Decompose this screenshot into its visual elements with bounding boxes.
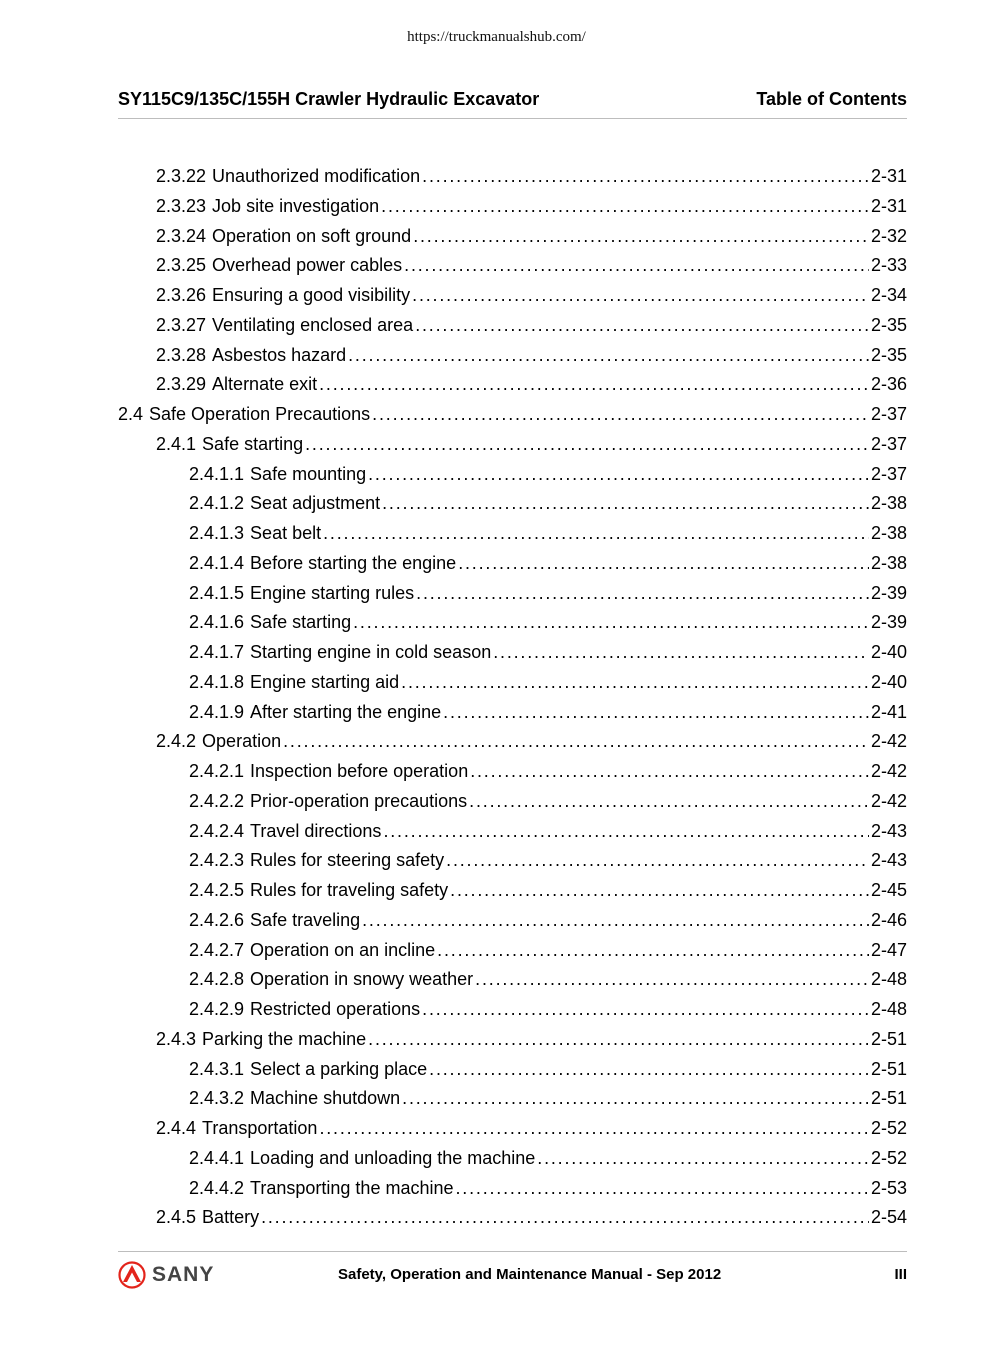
toc-entry[interactable] [118,162,907,192]
toc-entry-page: 2-40 [870,671,907,692]
toc-entry-page: 2-39 [870,582,907,603]
toc-entry-heading [118,400,370,430]
manual-title: Safety, Operation and Maintenance Manual - Sep 2012 [338,1266,722,1283]
toc-entry-page: 2-35 [870,314,907,335]
toc-entry-number: 2.4.1 [156,433,197,454]
toc-dot-leader [443,698,869,728]
toc-entry-page: 2-37 [870,404,907,424]
toc-entry-title: Operation on soft ground [212,225,412,246]
toc-dot-leader [493,638,869,668]
toc-entry-page: 2-43 [870,820,907,841]
toc-entry[interactable] [118,936,907,966]
toc-entry-number: 2.3.26 [156,285,207,305]
toc-entry-title: Ensuring a good visibility [212,285,411,305]
toc-entry[interactable] [118,549,907,579]
logo-wordmark: SANY [152,1263,215,1286]
toc-entry[interactable] [118,251,907,281]
toc-entry-number: 2.4.1.4 [189,552,245,573]
toc-entry[interactable] [118,965,907,995]
toc-entry-heading [189,817,381,847]
toc-entry-heading [156,311,413,341]
toc-entry-heading [189,668,399,698]
toc-entry[interactable] [118,757,907,787]
toc-entry-page: 2-53 [870,1177,907,1198]
toc-entry-heading [189,995,420,1025]
toc-entry[interactable] [118,281,907,311]
toc-dot-leader [415,311,869,341]
toc-entry-title: Operation on an incline [250,939,436,960]
toc-entry-heading [189,757,468,787]
toc-entry-heading [189,876,448,906]
toc-entry-page: 2-31 [870,166,907,186]
toc-entry[interactable] [118,341,907,371]
toc-entry-number: 2.4.3.1 [189,1058,245,1079]
toc-entry-page: 2-48 [870,999,907,1019]
toc-entry-heading [156,1203,259,1233]
toc-entry[interactable] [118,1055,907,1085]
toc-entry-title: Before starting the engine [250,552,457,573]
toc-dot-leader [422,995,869,1025]
toc-dot-leader [437,936,869,966]
toc-entry-page: 2-51 [870,1088,907,1109]
toc-entry-page: 2-35 [870,344,907,365]
toc-dot-leader [404,251,869,281]
toc-entry-title: Battery [202,1207,260,1228]
toc-entry-number: 2.4.1.9 [189,701,245,722]
toc-entry-title: Operation [202,731,282,752]
toc-entry-title: Prior-operation precautions [250,790,468,811]
toc-entry-heading [156,1114,317,1144]
toc-entry-number: 2.4.2 [156,731,197,752]
toc-entry[interactable] [118,608,907,638]
toc-entry-page: 2-42 [870,790,907,811]
toc-entry-number: 2.4.1.7 [189,642,245,662]
toc-dot-leader [362,906,869,936]
toc-entry-page: 2-51 [870,1028,907,1049]
toc-entry-heading [189,638,491,668]
toc-entry-title: Safe Operation Precautions [149,404,371,424]
table-of-contents [118,162,907,1233]
toc-entry[interactable] [118,1144,907,1174]
toc-entry-page: 2-38 [870,523,907,543]
toc-dot-leader [382,489,869,519]
toc-entry-number: 2.3.22 [156,166,207,186]
toc-entry-heading [156,281,410,311]
toc-entry-heading [189,1144,535,1174]
toc-dot-leader [319,370,869,400]
toc-entry[interactable] [118,638,907,668]
toc-entry-title: Safe traveling [250,909,361,930]
toc-entry-number: 2.4.4.1 [189,1147,245,1168]
toc-entry[interactable] [118,1174,907,1204]
toc-entry-title: After starting the engine [250,701,442,722]
toc-entry-page: 2-52 [870,1118,907,1138]
toc-entry[interactable] [118,995,907,1025]
toc-entry-number: 2.4.1.5 [189,582,245,603]
toc-dot-leader [383,817,869,847]
toc-entry-heading [156,727,281,757]
toc-entry-page: 2-36 [870,374,907,395]
toc-entry-page: 2-31 [870,195,907,216]
toc-entry-title: Travel directions [250,820,382,841]
toc-entry-number: 2.4.4.2 [189,1177,245,1198]
toc-entry-page: 2-46 [870,909,907,930]
toc-dot-leader [261,1203,869,1233]
toc-entry-number: 2.4.2.6 [189,909,245,930]
toc-entry[interactable] [118,489,907,519]
toc-dot-leader [319,1114,869,1144]
toc-entry-title: Safe starting [250,612,352,633]
toc-entry-title: Rules for traveling safety [250,880,449,900]
toc-entry[interactable] [118,817,907,847]
toc-entry-page: 2-41 [870,701,907,722]
toc-entry-heading [189,965,473,995]
sany-logo-icon [118,1261,146,1289]
toc-dot-leader [353,608,869,638]
toc-dot-leader [416,579,869,609]
toc-entry[interactable] [118,876,907,906]
toc-entry-number: 2.4.1.6 [189,612,245,633]
toc-dot-leader [323,519,869,549]
toc-entry-heading [189,549,456,579]
toc-entry[interactable] [118,519,907,549]
toc-entry-title: Seat belt [250,523,322,543]
toc-dot-leader [412,281,869,311]
toc-entry-title: Safe mounting [250,463,367,484]
toc-dot-leader [283,727,869,757]
toc-entry-title: Operation in snowy weather [250,969,474,990]
toc-entry-page: 2-45 [870,880,907,900]
toc-entry-heading [156,1025,366,1055]
toc-entry-number: 2.4.1.3 [189,523,245,543]
toc-entry-title: Transporting the machine [250,1177,454,1198]
toc-entry[interactable] [118,727,907,757]
toc-dot-leader [305,430,869,460]
toc-entry-page: 2-37 [870,433,907,454]
toc-entry-title: Seat adjustment [250,493,381,514]
toc-entry-number: 2.3.24 [156,225,207,246]
toc-entry-page: 2-43 [870,850,907,871]
toc-entry-title: Engine starting rules [250,582,415,603]
toc-entry-page: 2-39 [870,612,907,633]
toc-entry-title: Job site investigation [212,195,380,216]
toc-entry[interactable] [118,698,907,728]
toc-entry-number: 2.4.2.8 [189,969,245,990]
toc-entry-number: 2.4.3.2 [189,1088,245,1109]
toc-dot-leader [413,222,869,252]
toc-dot-leader [402,1084,869,1114]
toc-entry[interactable] [118,222,907,252]
toc-entry-number: 2.4.4 [156,1118,197,1138]
toc-entry-title: Loading and unloading the machine [250,1147,536,1168]
toc-dot-leader [381,192,869,222]
toc-entry-title: Parking the machine [202,1028,367,1049]
toc-entry-page: 2-54 [870,1207,907,1228]
toc-entry[interactable] [118,400,907,430]
toc-entry[interactable] [118,311,907,341]
toc-entry[interactable] [118,1203,907,1233]
toc-entry-title: Overhead power cables [212,255,403,276]
toc-entry-title: Asbestos hazard [212,344,347,365]
toc-entry-page: 2-33 [870,255,907,276]
toc-dot-leader [372,400,869,430]
section-title: Table of Contents [756,89,907,109]
toc-entry-heading [189,846,444,876]
toc-dot-leader [456,1174,869,1204]
toc-entry-number: 2.4.1.8 [189,671,245,692]
toc-entry-page: 2-40 [870,642,907,662]
toc-entry-page: 2-48 [870,969,907,990]
toc-entry-title: Ventilating enclosed area [212,314,414,335]
toc-entry-number: 2.3.23 [156,195,207,216]
toc-entry-page: 2-38 [870,493,907,514]
toc-dot-leader [470,757,869,787]
toc-entry-title: Unauthorized modification [212,166,421,186]
toc-entry-heading [156,251,402,281]
source-url: https://truckmanualshub.com/ [407,29,586,45]
toc-entry-heading [189,1055,427,1085]
toc-entry-page: 2-51 [870,1058,907,1079]
header-divider [118,118,907,119]
toc-entry-number: 2.4.2.4 [189,820,245,841]
toc-entry-number: 2.4.5 [156,1207,197,1228]
toc-entry[interactable] [118,192,907,222]
toc-entry[interactable] [118,370,907,400]
toc-entry-heading [156,370,317,400]
toc-entry-number: 2.4.2.3 [189,850,245,871]
toc-dot-leader [450,876,869,906]
toc-entry-number: 2.4.2.1 [189,761,245,781]
toc-entry-title: Alternate exit [212,374,318,395]
toc-entry-heading [156,430,303,460]
toc-entry-heading [189,787,467,817]
toc-dot-leader [537,1144,869,1174]
toc-dot-leader [446,846,869,876]
toc-entry-number: 2.4.2.7 [189,939,245,960]
toc-entry-title: Machine shutdown [250,1088,401,1109]
toc-dot-leader [368,460,869,490]
toc-entry[interactable] [118,1084,907,1114]
toc-entry-title: Inspection before operation [250,761,469,781]
toc-entry-number: 2.4 [118,404,144,424]
toc-entry-heading [189,936,435,966]
toc-entry-page: 2-37 [870,463,907,484]
toc-entry-heading [156,222,411,252]
toc-entry-page: 2-47 [870,939,907,960]
toc-entry-title: Restricted operations [250,999,421,1019]
toc-entry-number: 2.4.1.2 [189,493,245,514]
toc-entry-title: Safe starting [202,433,304,454]
toc-entry-heading [189,579,414,609]
toc-entry-page: 2-42 [870,731,907,752]
toc-dot-leader [475,965,869,995]
toc-entry-heading [189,519,321,549]
toc-entry[interactable] [118,846,907,876]
toc-entry-number: 2.3.27 [156,314,207,335]
toc-entry-heading [189,906,360,936]
toc-entry-heading [156,341,346,371]
toc-entry-number: 2.4.2.5 [189,880,245,900]
toc-entry[interactable] [118,1114,907,1144]
toc-entry[interactable] [118,460,907,490]
toc-dot-leader [469,787,869,817]
toc-entry-heading [156,192,379,222]
toc-entry-number: 2.3.29 [156,374,207,395]
sany-logo [118,1260,214,1290]
toc-entry[interactable] [118,668,907,698]
toc-dot-leader [348,341,869,371]
toc-dot-leader [429,1055,869,1085]
toc-entry-heading [189,460,366,490]
document-title: SY115C9/135C/155H Crawler Hydraulic Excavator [118,89,540,109]
toc-entry[interactable] [118,787,907,817]
toc-entry-title: Select a parking place [250,1058,428,1079]
toc-entry-title: Engine starting aid [250,671,400,692]
toc-entry-heading [156,162,420,192]
toc-entry-number: 2.3.28 [156,344,207,365]
toc-entry-number: 2.4.3 [156,1028,197,1049]
toc-entry-number: 2.3.25 [156,255,207,276]
toc-entry-number: 2.4.1.1 [189,463,245,484]
toc-entry-heading [189,698,441,728]
toc-entry-heading [189,608,351,638]
toc-entry-page: 2-34 [870,285,907,305]
toc-entry-page: 2-52 [870,1147,907,1168]
toc-entry[interactable] [118,430,907,460]
toc-dot-leader [401,668,869,698]
toc-entry-number: 2.4.2.9 [189,999,245,1019]
toc-entry[interactable] [118,1025,907,1055]
toc-entry-heading [189,1174,454,1204]
toc-dot-leader [422,162,869,192]
toc-entry-number: 2.4.2.2 [189,790,245,811]
toc-entry-page: 2-38 [870,552,907,573]
toc-entry[interactable] [118,579,907,609]
toc-dot-leader [458,549,869,579]
toc-entry-page: 2-42 [870,761,907,781]
toc-entry-title: Starting engine in cold season [250,642,492,662]
page-number: III [894,1266,907,1283]
footer-divider [118,1251,907,1252]
toc-entry-heading [189,1084,400,1114]
toc-entry-title: Rules for steering safety [250,850,445,871]
toc-entry[interactable] [118,906,907,936]
toc-entry-page: 2-32 [870,225,907,246]
toc-dot-leader [368,1025,869,1055]
toc-entry-title: Transportation [202,1118,318,1138]
toc-entry-heading [189,489,380,519]
